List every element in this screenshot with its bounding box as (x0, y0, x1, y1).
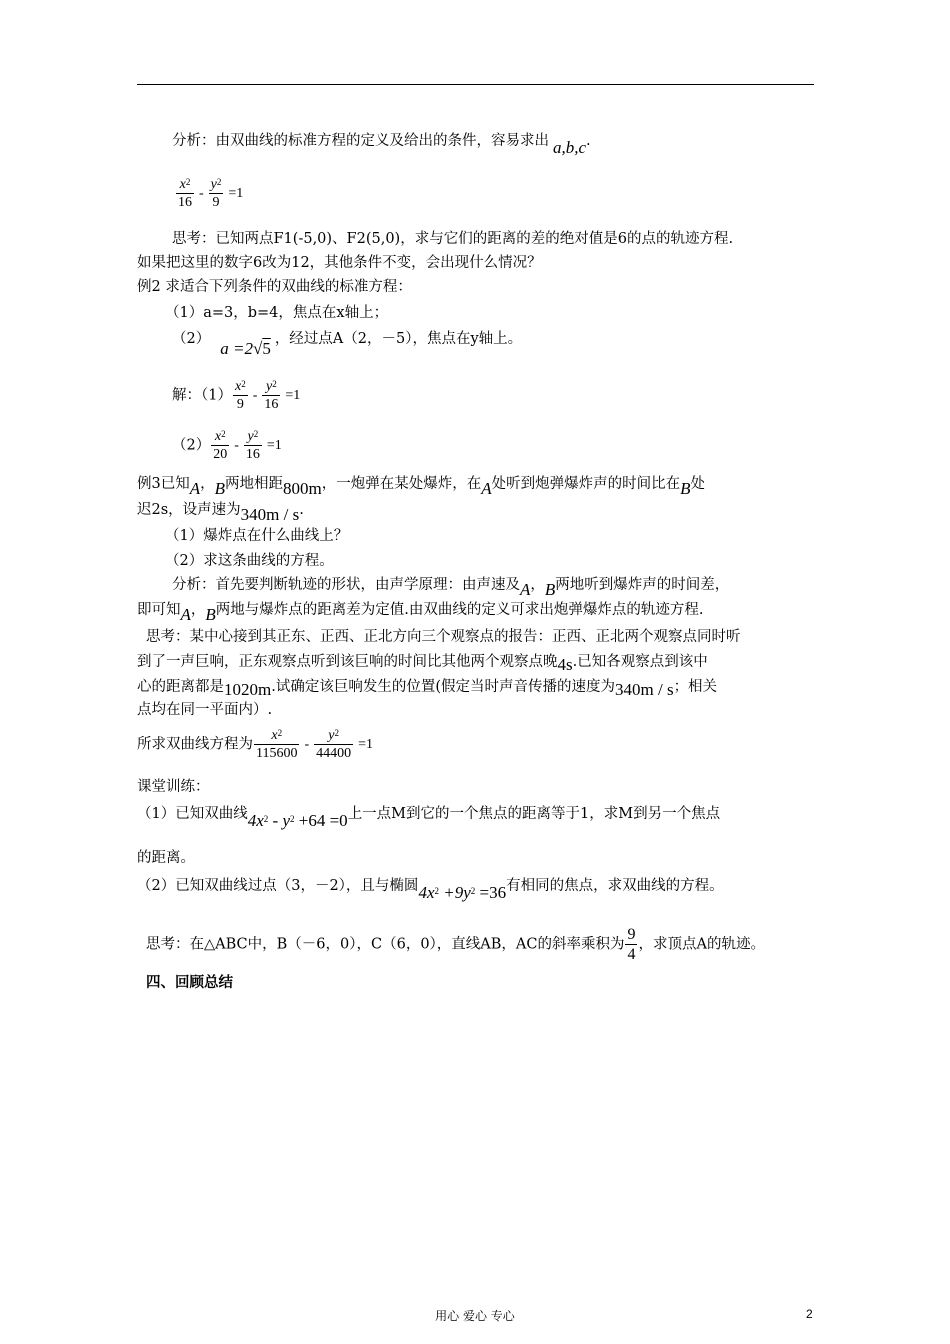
think-3-line-1: 思考：某中心接到其正东、正西、正北方向三个观察点的报告：正西、正北两个观察点同时听 (146, 629, 741, 645)
example-3-question-2: （2）求这条曲线的方程。 (165, 553, 334, 569)
equation-1: $\frac{x^2}{16}$ - $\frac{y^2}{9}$ =1 (178, 177, 244, 210)
example-2-item-2: （2） a =2√5 ，经过点A（2，－5），焦点在y轴上。 (172, 331, 523, 358)
think-1-line-2: 如果把这里的数字6改为12，其他条件不变，会出现什么情况？ (137, 255, 542, 271)
practice-title: 课堂训练： (137, 779, 210, 795)
practice-1: （1）已知双曲线$4x^2 - y^2 +64 =0$上一点M到它的一个焦点的距离等于1，求M到另一个焦点 (137, 806, 721, 830)
page-number: 2 (806, 1307, 813, 1321)
think-3-line-2: 到了一声巨响，正东观察点听到该巨响的时间比其他两个观察点晚4s.已知各观察点到该中 (137, 654, 708, 674)
result-equation: 所求双曲线方程为 $\frac{x^2}{115600}$ - $\frac{y^2}{44400}$ =1 (137, 728, 374, 761)
example-3-question-1: （1）爆炸点在什么曲线上？ (165, 528, 349, 544)
think-3-line-3: 心的距离都是1020m.试确定该巨响发生的位置(假定当时声音传播的速度为340m / s；相关 (137, 679, 718, 699)
think-4: 思考：在△ABC中，B（－6，0），C（6，0），直线AB，AC的斜率乘积为 $\frac{9}{4}$ ，求顶点A的轨迹。 (146, 926, 765, 963)
practice-1-line-2: 的距离。 (137, 850, 195, 866)
page-footer: 用心 爱心 专心 (435, 1309, 515, 1323)
think-3-line-4: 点均在同一平面内）. (137, 702, 273, 718)
solution-2: （2） $\frac{x^2}{20}$ - $\frac{y^2}{16}$ =1 (172, 429, 282, 462)
practice-2: （2）已知双曲线过点（3，－2），且与椭圆$4x^2 +9y^2 =36$有相同的焦点，求双曲线的方程。 (137, 878, 724, 902)
example-3-line-1: 例3已知A，B两地相距800m，一炮弹在某处爆炸，在A处听到炮弹爆炸声的时间比在B处 (137, 476, 706, 498)
example-2-title: 例2 求适合下列条件的双曲线的标准方程： (137, 279, 412, 295)
example-3-line-2: 迟2s，设声速为340m / s. (137, 502, 304, 524)
analysis-3-line-2: 即可知A，B两地与爆炸点的距离差为定值.由双曲线的定义可求出炮弹爆炸点的轨迹方程. (137, 602, 704, 624)
analysis-1: 分析：由双曲线的标准方程的定义及给出的条件，容易求出 a,b,c. (172, 133, 591, 157)
think-1-line-1: 思考：已知两点F1(-5,0)、F2(5,0)，求与它们的距离的差的绝对值是6的点的轨迹方程. (172, 231, 734, 247)
header-rule (137, 84, 814, 85)
section-4-title: 四、回顾总结 (146, 975, 233, 991)
analysis-3-line-1: 分析：首先要判断轨迹的形状，由声学原理：由声速及A，B两地听到爆炸声的时间差， (172, 577, 730, 599)
example-2-item-1: （1）a=3，b=4，焦点在x轴上； (165, 305, 389, 321)
solution-1: 解：（1） $\frac{x^2}{9}$ - $\frac{y^2}{16}$ =1 (172, 379, 301, 412)
